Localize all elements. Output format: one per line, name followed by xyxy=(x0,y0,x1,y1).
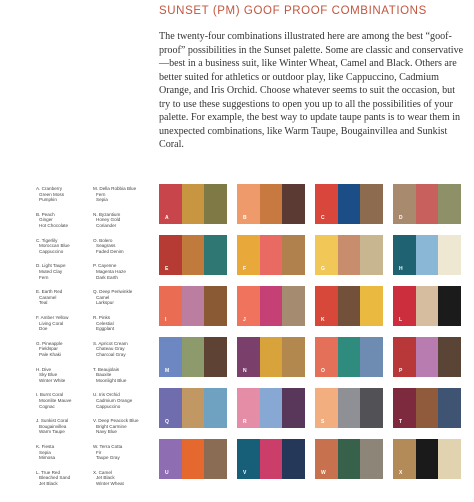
color-stripe xyxy=(260,388,283,428)
legend-line: Jet Black xyxy=(96,475,115,481)
color-stripe xyxy=(204,439,227,479)
combination-card xyxy=(159,286,227,326)
legend-entry xyxy=(93,341,153,358)
legend-line: Moonlight Blue xyxy=(96,377,127,383)
legend-line: Ginger xyxy=(39,217,53,223)
color-stripe xyxy=(282,286,305,326)
color-stripe xyxy=(315,337,338,377)
combination-letter: C xyxy=(321,215,325,221)
legend-line: Bougainvillea xyxy=(39,423,67,429)
color-stripe xyxy=(282,337,305,377)
color-stripe xyxy=(360,286,383,326)
combination-card xyxy=(159,388,227,428)
legend-line: F. Amber Yellow xyxy=(36,315,69,320)
legend-line: W. Terra Cotta xyxy=(93,444,123,449)
color-stripe xyxy=(360,388,383,428)
color-stripe xyxy=(237,184,260,224)
legend-line: J. Sunkist Coral xyxy=(36,418,69,424)
color-stripe xyxy=(237,337,260,377)
color-stripe xyxy=(260,337,283,377)
legend-line: Q. Deep Periwinkle xyxy=(93,289,133,295)
combination-letter: D xyxy=(399,215,403,221)
legend-line: E. Earth Red xyxy=(36,289,63,295)
color-stripe xyxy=(159,388,182,428)
color-stripe xyxy=(159,337,182,377)
color-stripe xyxy=(360,439,383,479)
legend-line: Cognac xyxy=(39,403,55,409)
legend-line: X. Camel xyxy=(93,469,112,475)
color-stripe xyxy=(438,388,461,428)
combination-letter: U xyxy=(165,470,169,476)
color-stripe xyxy=(360,235,383,275)
color-stripe xyxy=(204,235,227,275)
color-stripe xyxy=(416,388,439,428)
legend-line: Green Moss xyxy=(39,191,65,197)
legend-entry xyxy=(36,367,96,384)
combination-letter: H xyxy=(399,266,403,272)
legend-entry xyxy=(93,263,153,280)
legend-entry xyxy=(93,392,153,409)
color-stripe xyxy=(393,439,416,479)
legend-line: Moroccan Blue xyxy=(39,243,70,249)
legend-entry xyxy=(36,418,96,435)
legend-line: L. True Red xyxy=(36,469,61,475)
color-stripe xyxy=(438,337,461,377)
color-stripe xyxy=(260,286,283,326)
legend-entry xyxy=(93,367,153,384)
legend-line: Mimosa xyxy=(39,455,56,461)
legend-line: T. Beaujolais xyxy=(93,366,120,372)
color-stripe xyxy=(182,388,205,428)
legend-line: A. Cranberry xyxy=(36,186,63,191)
combination-card xyxy=(393,235,461,275)
legend-entry xyxy=(93,470,153,487)
combination-card xyxy=(315,337,383,377)
combination-card xyxy=(237,337,305,377)
combination-card xyxy=(393,388,461,428)
legend-line: Moonlite Mauve xyxy=(39,397,72,403)
color-stripe xyxy=(315,439,338,479)
combination-card xyxy=(237,439,305,479)
legend-line: Fern xyxy=(96,191,106,197)
legend-line: Caramel xyxy=(39,294,57,300)
color-stripe xyxy=(260,235,283,275)
color-stripe xyxy=(416,337,439,377)
legend-entry xyxy=(93,418,153,435)
combination-letter: B xyxy=(243,215,247,221)
legend-line: Sepia xyxy=(96,197,108,203)
combination-letter: I xyxy=(165,317,167,323)
legend-line: V. Deep Peacock Blue xyxy=(93,418,139,424)
color-stripe xyxy=(416,439,439,479)
legend-line: Bauxite xyxy=(96,372,112,378)
color-stripe xyxy=(416,184,439,224)
combination-card xyxy=(315,388,383,428)
color-stripe xyxy=(182,439,205,479)
color-stripe xyxy=(237,388,260,428)
legend-entry xyxy=(93,238,153,255)
color-stripe xyxy=(338,235,361,275)
legend-entry xyxy=(93,444,153,461)
legend-entry xyxy=(36,341,96,358)
combination-letter: V xyxy=(243,470,247,476)
combination-card xyxy=(159,439,227,479)
combination-card xyxy=(159,184,227,224)
color-stripe xyxy=(282,184,305,224)
combination-letter: P xyxy=(399,368,403,374)
combination-letter: W xyxy=(321,470,326,476)
legend-entry xyxy=(36,444,96,461)
legend-entry xyxy=(36,315,96,332)
combination-card xyxy=(237,388,305,428)
combination-card xyxy=(159,337,227,377)
legend-entry xyxy=(36,392,96,409)
color-stripe xyxy=(416,235,439,275)
combination-letter: S xyxy=(321,419,325,425)
color-stripe xyxy=(338,388,361,428)
legend-line: Living Coral xyxy=(39,320,64,326)
combination-letter: M xyxy=(165,368,170,374)
legend-line: Pale Khaki xyxy=(39,351,61,357)
color-stripe xyxy=(204,286,227,326)
combination-letter: X xyxy=(399,470,403,476)
legend-line: N. Byzantium xyxy=(93,211,121,217)
color-stripe xyxy=(393,388,416,428)
legend-line: Winter Wheat xyxy=(96,480,124,486)
color-stripe xyxy=(282,439,305,479)
color-stripe xyxy=(182,235,205,275)
legend-line: Hot Chocolate xyxy=(39,222,69,228)
combination-letter: N xyxy=(243,368,247,374)
legend-line: K. Fiesta xyxy=(36,444,55,449)
legend-entry xyxy=(93,212,153,229)
legend-entry xyxy=(36,238,96,255)
combination-letter: R xyxy=(243,419,247,425)
legend-line: M. Della Robbia Blue xyxy=(93,186,137,191)
color-stripe xyxy=(438,184,461,224)
page-title: SUNSET (PM) GOOF PROOF COMBINATIONS xyxy=(159,5,427,17)
legend-line: Navy Blue xyxy=(96,429,117,435)
color-stripe xyxy=(282,388,305,428)
legend-line: D. Light Taupe xyxy=(36,263,66,269)
legend-line: B. Peach xyxy=(36,211,55,217)
legend-line: Cappuccino xyxy=(96,403,121,409)
color-stripe xyxy=(338,439,361,479)
legend-line: S. Apricot Cream xyxy=(93,340,128,346)
legend-entry xyxy=(93,186,153,203)
combination-card xyxy=(159,235,227,275)
combination-card xyxy=(393,439,461,479)
legend-line: C. Tigerlily xyxy=(36,237,58,243)
combination-letter: L xyxy=(399,317,403,323)
color-stripe xyxy=(338,337,361,377)
legend-line: Sky Blue xyxy=(39,372,58,378)
legend-line: Dark Earth xyxy=(96,274,118,280)
color-stripe xyxy=(315,184,338,224)
color-stripe xyxy=(182,337,205,377)
legend-line: Jet Black xyxy=(39,480,58,486)
color-stripe xyxy=(360,337,383,377)
legend-line: Bleached Sand xyxy=(39,475,71,481)
legend-line: Teal xyxy=(39,300,48,306)
color-stripe xyxy=(182,286,205,326)
combination-card xyxy=(237,184,305,224)
legend-line: Cappuccino xyxy=(39,248,64,254)
combination-letter: K xyxy=(321,317,325,323)
legend-line: Doe xyxy=(39,326,48,332)
combination-letter: A xyxy=(165,215,169,221)
legend-line: Seagrass xyxy=(96,243,116,249)
combination-card xyxy=(237,286,305,326)
combination-card xyxy=(315,286,383,326)
legend-line: Fern xyxy=(39,274,49,280)
legend-entry xyxy=(36,289,96,306)
legend-entry xyxy=(36,263,96,280)
legend-line: G. Pineapple xyxy=(36,340,63,346)
combination-letter: J xyxy=(243,317,246,323)
legend-line: Fieldspar xyxy=(39,346,58,352)
combination-card xyxy=(393,337,461,377)
color-stripe xyxy=(260,184,283,224)
legend-line: Larkspur xyxy=(96,300,114,306)
color-stripe xyxy=(237,286,260,326)
intro-paragraph: The twenty-four combinations illustrated here are among the best “goof-proof” possibilities in the Sunset palette. Some are classic and conservative—best in a business suit, like Winter Wheat, Camel and Black. Others are better suited for athletics or outdoor play, like Cappuccino, Cadmium Orange, and Iris Orchid. Choose whatever seems to suit the occasion, but try to use these suggestions to open you up to all the possibilities of your palette. For example, the best way to update taupe pants is to wear them in unexpected combinations, like Warm Taupe, Bougainvillea and Sunkist Coral. xyxy=(159,31,464,150)
legend-entry xyxy=(36,470,96,487)
combination-letter: G xyxy=(321,266,325,272)
combination-card xyxy=(315,439,383,479)
legend-line: O. Bolero xyxy=(93,237,113,243)
color-stripe xyxy=(159,439,182,479)
color-legend xyxy=(36,186,156,496)
color-stripe xyxy=(315,286,338,326)
legend-line: Bright Carmine xyxy=(96,423,127,429)
color-stripe xyxy=(159,286,182,326)
legend-entry xyxy=(93,289,153,306)
combination-letter: E xyxy=(165,266,169,272)
legend-line: Honey Gold xyxy=(96,217,121,223)
color-stripe xyxy=(237,439,260,479)
legend-entry xyxy=(93,315,153,332)
color-stripe xyxy=(159,235,182,275)
color-stripe xyxy=(393,337,416,377)
legend-line: Coriander xyxy=(96,222,117,228)
color-stripe xyxy=(204,388,227,428)
legend-line: Winter White xyxy=(39,377,66,383)
color-stripe xyxy=(315,388,338,428)
legend-line: R. Pinks xyxy=(93,315,111,320)
combination-card xyxy=(393,184,461,224)
color-stripe xyxy=(282,235,305,275)
legend-line: Faded Denim xyxy=(96,248,124,254)
color-stripe xyxy=(338,184,361,224)
combination-letter: Q xyxy=(165,419,169,425)
color-stripe xyxy=(393,235,416,275)
combination-card xyxy=(315,184,383,224)
combination-letter: O xyxy=(321,368,325,374)
color-stripe xyxy=(260,439,283,479)
legend-line: Muted Clay xyxy=(39,268,63,274)
legend-line: Eggplant xyxy=(96,326,115,332)
color-stripe xyxy=(393,286,416,326)
combination-letter: F xyxy=(243,266,247,272)
legend-line: U. Iris Orchid xyxy=(93,392,120,398)
color-stripe xyxy=(393,184,416,224)
color-stripe xyxy=(438,439,461,479)
color-stripe xyxy=(338,286,361,326)
combination-card xyxy=(393,286,461,326)
legend-entry xyxy=(36,212,96,229)
color-stripe xyxy=(159,184,182,224)
legend-line: I. Burnt Coral xyxy=(36,392,64,398)
color-stripe xyxy=(438,235,461,275)
combination-letter: T xyxy=(399,419,403,425)
legend-line: Magenta Haze xyxy=(96,268,126,274)
combination-card xyxy=(315,235,383,275)
legend-line: Celestial xyxy=(96,320,114,326)
legend-line: P. Cayenne xyxy=(93,263,117,269)
legend-line: Cadmium Orange xyxy=(96,397,133,403)
legend-line: Taupe Gray xyxy=(96,455,120,461)
legend-line: Charcoal Gray xyxy=(96,351,126,357)
color-stripe xyxy=(416,286,439,326)
combination-card xyxy=(237,235,305,275)
color-stripe xyxy=(360,184,383,224)
legend-entry xyxy=(36,186,96,203)
legend-line: Warm Taupe xyxy=(39,429,65,435)
color-stripe xyxy=(204,337,227,377)
legend-line: Sepia xyxy=(39,449,51,455)
color-stripe xyxy=(315,235,338,275)
legend-line: H. Dive xyxy=(36,366,52,372)
legend-line: Pumpkin xyxy=(39,197,57,203)
color-stripe xyxy=(204,184,227,224)
legend-line: Camel xyxy=(96,294,110,300)
legend-line: Chateau Gray xyxy=(96,346,125,352)
color-stripe xyxy=(182,184,205,224)
legend-line: Fir xyxy=(96,449,102,455)
color-stripe xyxy=(438,286,461,326)
color-stripe xyxy=(237,235,260,275)
